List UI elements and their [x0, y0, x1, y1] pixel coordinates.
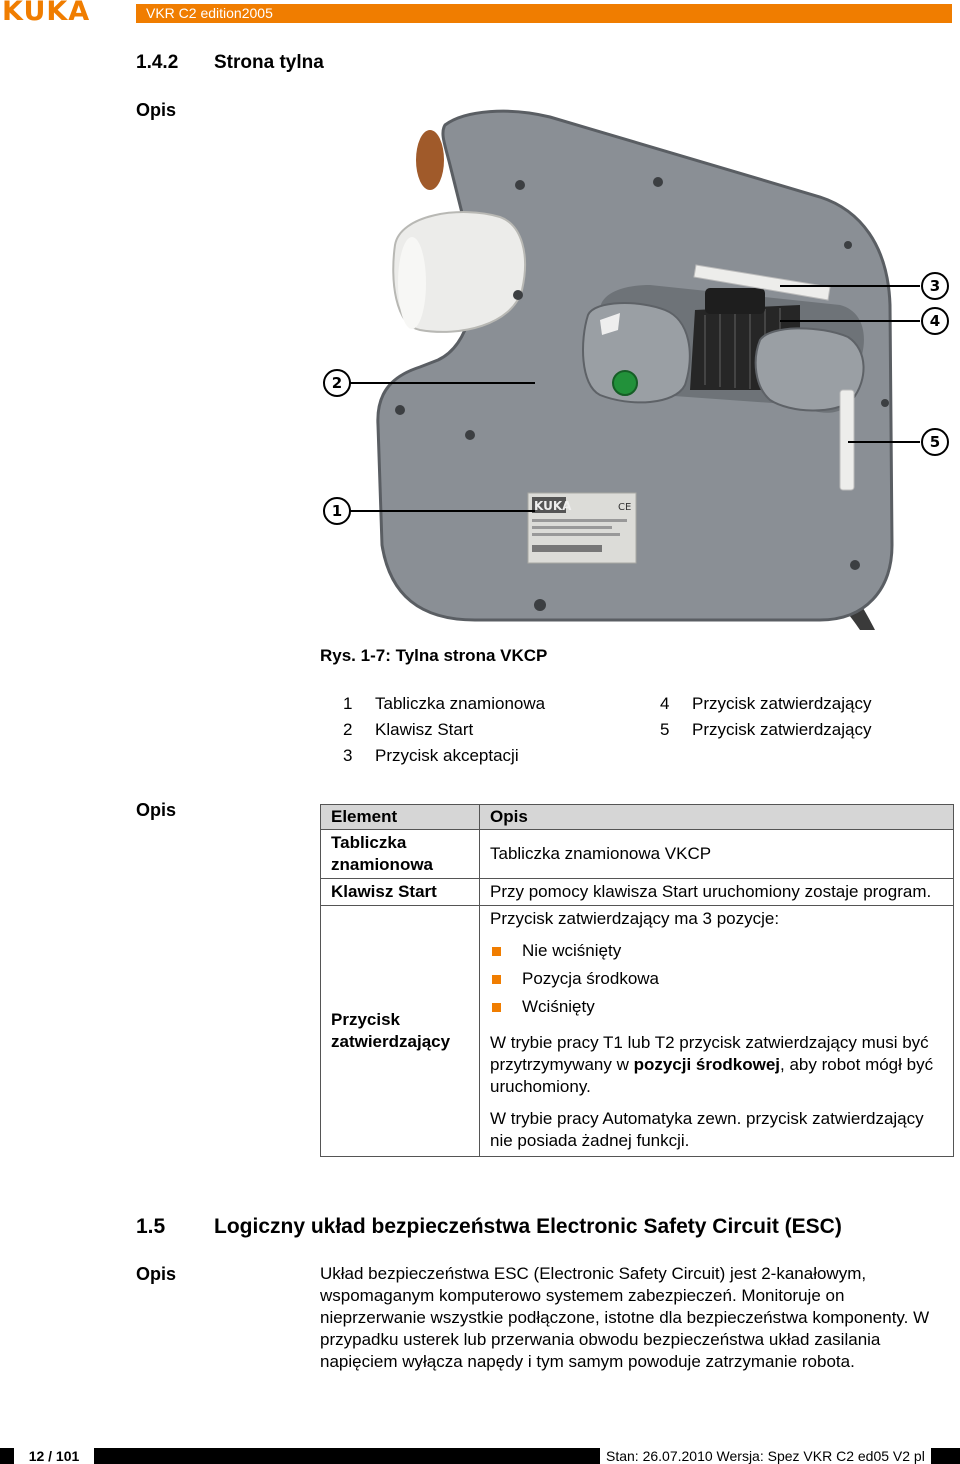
svg-text:CE: CE	[618, 502, 632, 513]
legend-item: 1 Tabliczka znamionowa	[343, 694, 546, 713]
section-number: 1.5	[136, 1215, 166, 1238]
enabling-switch-side	[840, 390, 854, 490]
list-item: Nie wciśnięty	[490, 940, 943, 968]
svg-text:KUKA: KUKA	[534, 499, 572, 513]
section-number: 1.4.2	[136, 52, 179, 73]
row-desc	[480, 906, 954, 1157]
callout-1-label: 1	[331, 502, 343, 520]
vkcp-back-figure	[300, 105, 960, 630]
dome-highlight	[398, 237, 426, 329]
legend-item: 4 Przycisk zatwierdzający	[660, 694, 872, 713]
row-desc-paragraph: W trybie pracy Automatyka zewn. przycisk zatwierdzający nie posiada żadnej funkcji.	[490, 1109, 924, 1150]
side-label-opis: Opis	[136, 1264, 177, 1284]
list-item: Pozycja środkowa	[490, 968, 943, 996]
legend-item: 2 Klawisz Start	[343, 720, 474, 739]
table-row	[321, 879, 954, 906]
strap-buckle	[705, 288, 765, 314]
legend-item: 3 Przycisk akceptacji	[343, 746, 519, 765]
positions-list	[490, 940, 943, 1024]
section-title: Logiczny układ bezpieczeństwa Electronic Safety Circuit (ESC)	[214, 1215, 842, 1238]
table-row	[321, 830, 954, 879]
footer-version: Stan: 26.07.2010 Wersja: Spez VKR C2 ed05 V2 pl	[600, 1448, 931, 1464]
emergency-knob	[416, 130, 444, 190]
side-label-opis: Opis	[136, 800, 177, 820]
table-header-row	[321, 805, 954, 830]
doc-title: VKR C2 edition2005	[146, 5, 273, 21]
callout-4-label: 4	[929, 312, 941, 330]
callout-2-label: 2	[331, 374, 343, 392]
section-title: Strona tylna	[214, 52, 324, 73]
row-element: Przycisk zatwierdzający	[321, 906, 480, 1157]
kuka-logo: KUKA	[2, 0, 91, 27]
figure-caption: Rys. 1-7: Tylna strona VKCP	[320, 646, 548, 665]
start-button	[613, 371, 637, 395]
list-item: Wciśnięty	[490, 996, 943, 1024]
row-element: Tabliczka znamionowa	[321, 830, 480, 879]
legend-item: 5 Przycisk zatwierdzający	[660, 720, 872, 739]
row-element: Klawisz Start	[321, 879, 480, 906]
table-row	[321, 906, 954, 1157]
rating-plate	[528, 493, 636, 563]
header-bar	[136, 4, 952, 23]
page-number: 12 / 101	[14, 1448, 94, 1464]
callout-5-label: 5	[929, 433, 941, 451]
description-table	[320, 804, 954, 1157]
section-body: Układ bezpieczeństwa ESC (Electronic Safety Circuit) jest 2-kanałowym, wspomaganym komputerowo systemem zabezpieczeń. Monitoruje on nieprzerwanie wszystkie podłączone, istotne dla bezpieczeństwa komponenty. W przypadku usterek lub przerwania obwodu bezpieczeństwa układ zasilania napięciem wyłącza napędy i tym samym powoduje zatrzymanie robota.	[320, 1264, 930, 1371]
row-desc: Przy pomocy klawisza Start uruchomiony zostaje program.	[480, 879, 954, 906]
callout-3-label: 3	[929, 277, 941, 295]
col-element-header: Element	[321, 805, 480, 830]
side-label-opis: Opis	[136, 100, 177, 120]
row-desc: Tabliczka znamionowa VKCP	[480, 830, 954, 879]
row-desc-paragraph: W trybie pracy T1 lub T2 przycisk zatwierdzający musi być przytrzymywany w pozycji środkowej, aby robot mógł być uruchomiony.	[490, 1033, 934, 1096]
col-desc-header: Opis	[480, 805, 954, 830]
row-desc-intro: Przycisk zatwierdzający ma 3 pozycje:	[490, 909, 780, 928]
